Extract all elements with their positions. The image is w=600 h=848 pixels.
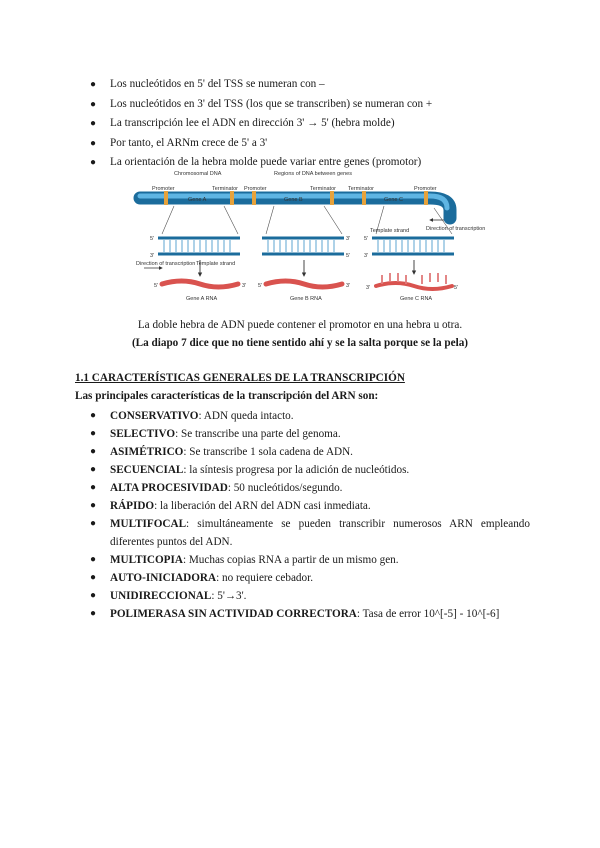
list-item (90, 605, 530, 623)
bullet-icon: ● (90, 79, 97, 90)
direction-label: Direction of transcription (136, 261, 196, 267)
five-prime-label: 5' (364, 236, 369, 242)
unwound-dna-c (372, 238, 454, 254)
list-item (90, 479, 530, 497)
rna-c (376, 273, 452, 289)
rna-a (162, 281, 238, 287)
five-prime-label: 5' (258, 283, 263, 289)
property-term: ALTA PROCESIVIDAD (110, 482, 228, 494)
three-prime-label: 3' (242, 283, 247, 289)
section-heading: 1.1 CARACTERÍSTICAS GENERALES DE LA TRANSCRIPCIÓN (75, 372, 405, 384)
unwound-dna-b (262, 238, 344, 254)
gene-c-label: Gene C (384, 197, 403, 203)
bullet-icon: ● (90, 428, 97, 439)
property-desc: : Se transcribe 1 sola cadena de ADN. (183, 446, 353, 458)
list-item (90, 515, 530, 551)
property-term: SELECTIVO (110, 428, 176, 440)
list-item (90, 425, 530, 443)
terminator-band (362, 191, 366, 205)
bullet-icon: ● (90, 464, 97, 475)
terminator-label: Terminator (212, 186, 238, 192)
list-item: ● Los nucleótidos en 3' del TSS (los que se transcriben) se numeran con + (90, 95, 530, 115)
promoter-band (164, 191, 168, 205)
five-prime-label: 5' (154, 283, 159, 289)
property-desc: : Muchas copias RNA a partir de un mismo gen. (182, 554, 399, 566)
section-intro: Las principales características de la transcripción del ARN son: (75, 390, 379, 402)
property-desc: : ADN queda intacto. (198, 410, 294, 422)
bullet-icon: ● (90, 572, 97, 583)
bullet-icon: ● (90, 157, 97, 168)
chromosomal-dna-label: Chromosomal DNA (174, 171, 222, 177)
list-item (90, 587, 530, 605)
list-item (90, 569, 530, 587)
list-item (90, 551, 530, 569)
figure-caption-note: (La diapo 7 dice que no tiene sentido ahí y se la salta porque se la pela) (131, 337, 469, 349)
three-prime-label: 3' (366, 285, 371, 291)
property-term: UNIDIRECCIONAL (110, 590, 212, 602)
figure-caption: La doble hebra de ADN puede contener el promotor en una hebra u otra. (137, 319, 463, 331)
list-item: ● La orientación de la hebra molde puede variar entre genes (promotor) (90, 153, 530, 173)
gene-c-rna-label: Gene C RNA (400, 296, 433, 302)
promoter-label: Promoter (152, 186, 175, 192)
unwound-dna-a (158, 238, 240, 254)
five-prime-label: 5' (454, 285, 459, 291)
property-term: AUTO-INICIADORA (110, 572, 217, 584)
bullet-icon: ● (90, 500, 97, 511)
property-desc: : la síntesis progresa por la adición de nucleótidos. (183, 464, 410, 476)
bullet-icon: ● (90, 518, 97, 529)
bullet-icon: ● (90, 118, 97, 129)
property-desc: : 5'→3'. (211, 590, 247, 602)
direction-label: Direction of transcription (426, 226, 486, 232)
gene-a-rna-label: Gene A RNA (186, 296, 218, 302)
property-term: MULTICOPIA (110, 554, 183, 566)
property-term: RÁPIDO (110, 500, 155, 512)
promoter-band (252, 191, 256, 205)
bullet-icon: ● (90, 608, 97, 619)
list-item (90, 443, 530, 461)
three-prime-label: 3' (150, 253, 155, 259)
three-prime-label: 3' (364, 253, 369, 259)
list-item (90, 497, 530, 515)
promoter-label: Promoter (244, 186, 267, 192)
property-desc: : Tasa de error 10^[-5] - 10^[-6] (356, 608, 500, 620)
promoter-label: Promoter (414, 186, 437, 192)
transcription-diagram (134, 168, 486, 308)
intro-bullet-list (90, 75, 530, 173)
bullet-icon: ● (90, 590, 97, 601)
regions-label: Regions of DNA between genes (274, 171, 352, 177)
bullet-icon: ● (90, 98, 97, 110)
properties-list (90, 407, 530, 623)
property-desc: : no requiere cebador. (216, 572, 314, 584)
list-item: ● Los nucleótidos en 5' del TSS se numeran con – (90, 75, 530, 95)
terminator-band (230, 191, 234, 205)
gene-b-label: Gene B (284, 197, 303, 203)
bullet-icon: ● (90, 482, 97, 493)
five-prime-label: 5' (346, 253, 351, 259)
terminator-label: Terminator (310, 186, 336, 192)
property-desc: : 50 nucleótidos/segundo. (227, 482, 343, 494)
gene-b-rna-label: Gene B RNA (290, 296, 322, 302)
property-term: ASIMÉTRICO (110, 446, 184, 458)
property-term: POLIMERASA SIN ACTIVIDAD CORRECTORA (110, 608, 357, 620)
list-item (90, 407, 530, 425)
property-term: CONSERVATIVO (110, 410, 199, 422)
bullet-icon: ● (90, 410, 97, 421)
list-item: ● Por tanto, el ARNm crece de 5' a 3' (90, 134, 530, 154)
list-item (90, 461, 530, 479)
property-desc: : simultáneamente se pueden transcribir numerosos ARN empleando diferentes puntos del ADN. (110, 518, 530, 548)
five-prime-label: 5' (150, 236, 155, 242)
rna-b (266, 281, 342, 287)
three-prime-label: 3' (346, 283, 351, 289)
promoter-band (424, 191, 428, 205)
template-strand-label: Template strand (196, 261, 236, 267)
property-term: SECUENCIAL (110, 464, 184, 476)
bullet-icon: ● (90, 554, 97, 565)
gene-a-label: Gene A (188, 197, 207, 203)
template-strand-label: Template strand (370, 228, 410, 234)
bullet-icon: ● (90, 446, 97, 457)
list-item: ● La transcripción lee el ADN en dirección 3' → 5' (hebra molde) (90, 114, 530, 134)
terminator-band (330, 191, 334, 205)
bullet-icon: ● (90, 137, 97, 149)
property-desc: : Se transcribe una parte del genoma. (175, 428, 341, 440)
three-prime-label: 3' (346, 236, 351, 242)
property-desc: : la liberación del ARN del ADN casi inmediata. (154, 500, 371, 512)
property-term: MULTIFOCAL (110, 518, 187, 530)
terminator-label: Terminator (348, 186, 374, 192)
